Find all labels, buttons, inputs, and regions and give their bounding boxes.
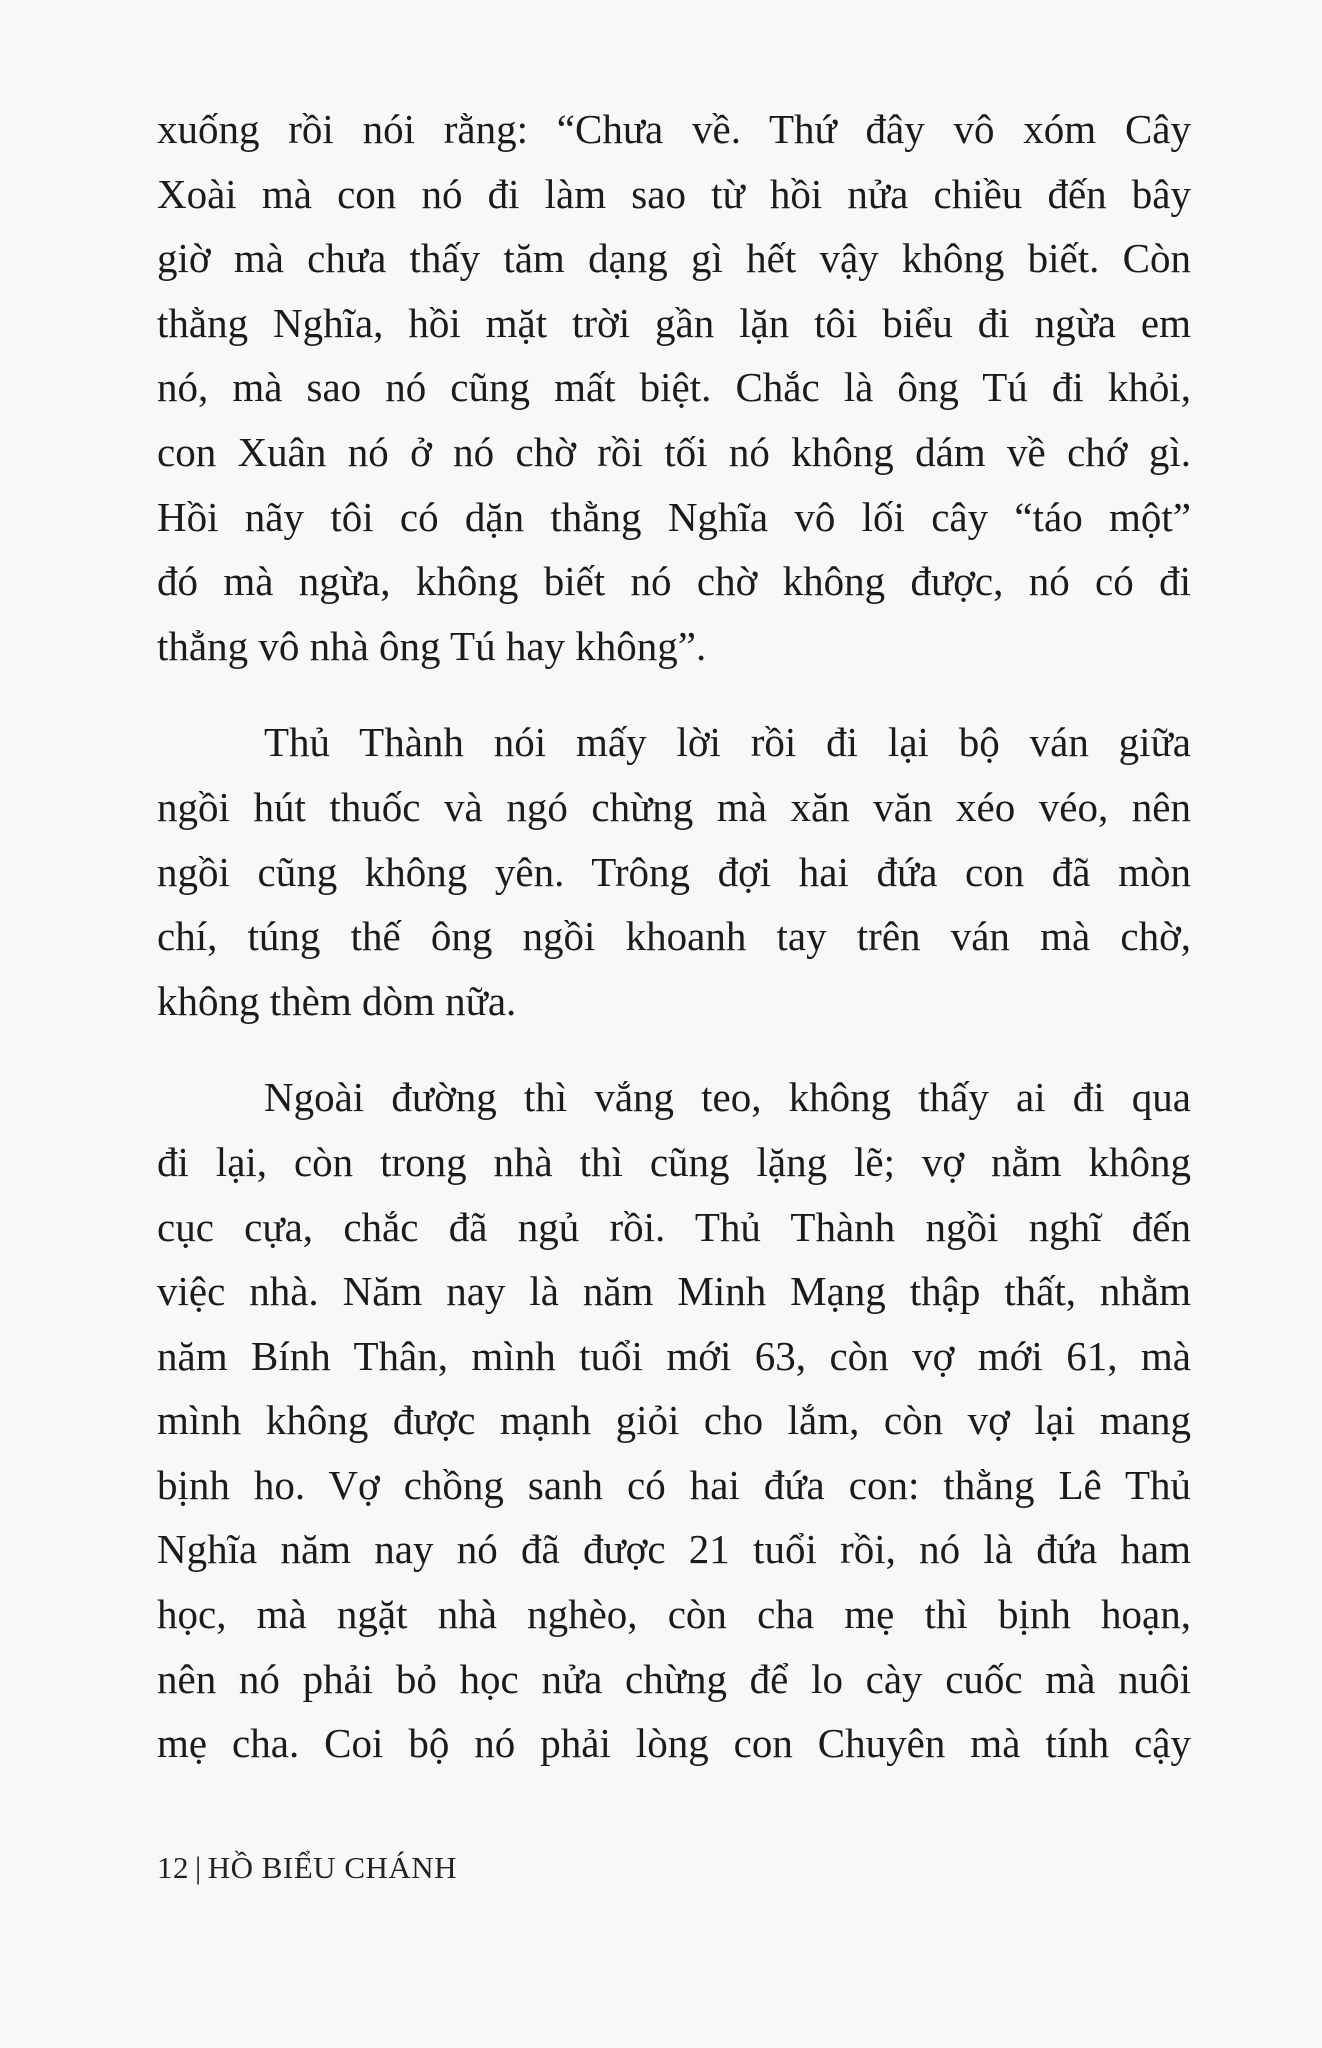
text-line: nó, mà sao nó cũng mất biệt. Chắc là ông Tú đi khỏi,	[157, 364, 1191, 411]
text-line: Xoài mà con nó đi làm sao từ hồi nửa chiều đến bây	[157, 170, 1191, 217]
footer-separator: |	[195, 1850, 202, 1885]
text-line: Nghĩa năm nay nó đã được 21 tuổi rồi, nó là đứa ham	[157, 1526, 1191, 1573]
text-line: mẹ cha. Coi bộ nó phải lòng con Chuyên mà tính cậy	[157, 1720, 1191, 1767]
text-line: nên nó phải bỏ học nửa chừng để lo cày cuốc mà nuôi	[157, 1655, 1191, 1702]
paragraph	[157, 1065, 1191, 1776]
text-line: học, mà ngặt nhà nghèo, còn cha mẹ thì bịnh hoạn,	[157, 1591, 1191, 1638]
text-line: mình không được mạnh giỏi cho lắm, còn vợ lại mang	[157, 1397, 1191, 1444]
text-line: ngồi cũng không yên. Trông đợi hai đứa con đã mòn	[157, 848, 1191, 895]
text-line: ngồi hút thuốc và ngó chừng mà xăn văn xéo véo, nên	[157, 783, 1191, 830]
text-line: đi lại, còn trong nhà thì cũng lặng lẽ; vợ nằm không	[157, 1138, 1191, 1185]
text-line: cục cựa, chắc đã ngủ rồi. Thủ Thành ngồi nghĩ đến	[157, 1203, 1191, 1250]
text-line: thằng Nghĩa, hồi mặt trời gần lặn tôi biểu đi ngừa em	[157, 299, 1191, 346]
paragraph	[157, 97, 1191, 678]
text-line: Ngoài đường thì vắng teo, không thấy ai đi qua	[264, 1074, 1191, 1121]
paragraph	[157, 710, 1191, 1033]
text-line: bịnh ho. Vợ chồng sanh có hai đứa con: thằng Lê Thủ	[157, 1461, 1191, 1508]
author-name: HỒ BIỂU CHÁNH	[207, 1850, 458, 1885]
book-page-body	[157, 97, 1191, 1808]
text-line: năm Bính Thân, mình tuổi mới 63, còn vợ mới 61, mà	[157, 1332, 1191, 1379]
text-line: việc nhà. Năm nay là năm Minh Mạng thập thất, nhằm	[157, 1268, 1191, 1315]
page-number: 12	[157, 1850, 189, 1885]
text-line: con Xuân nó ở nó chờ rồi tối nó không dám về chớ gì.	[157, 428, 1191, 475]
text-line: chí, túng thế ông ngồi khoanh tay trên ván mà chờ,	[157, 913, 1191, 960]
text-line: Hồi nãy tôi có dặn thằng Nghĩa vô lối cây “táo một”	[157, 493, 1191, 540]
page-footer	[157, 1850, 457, 1886]
text-line: đó mà ngừa, không biết nó chờ không được, nó có đi	[157, 558, 1191, 605]
text-line: giờ mà chưa thấy tăm dạng gì hết vậy không biết. Còn	[157, 235, 1191, 282]
text-line: không thèm dòm nữa.	[157, 977, 517, 1024]
text-line: Thủ Thành nói mấy lời rồi đi lại bộ ván giữa	[264, 719, 1191, 766]
text-line: xuống rồi nói rằng: “Chưa về. Thứ đây vô xóm Cây	[157, 106, 1191, 152]
text-line: thẳng vô nhà ông Tú hay không”.	[157, 622, 707, 669]
